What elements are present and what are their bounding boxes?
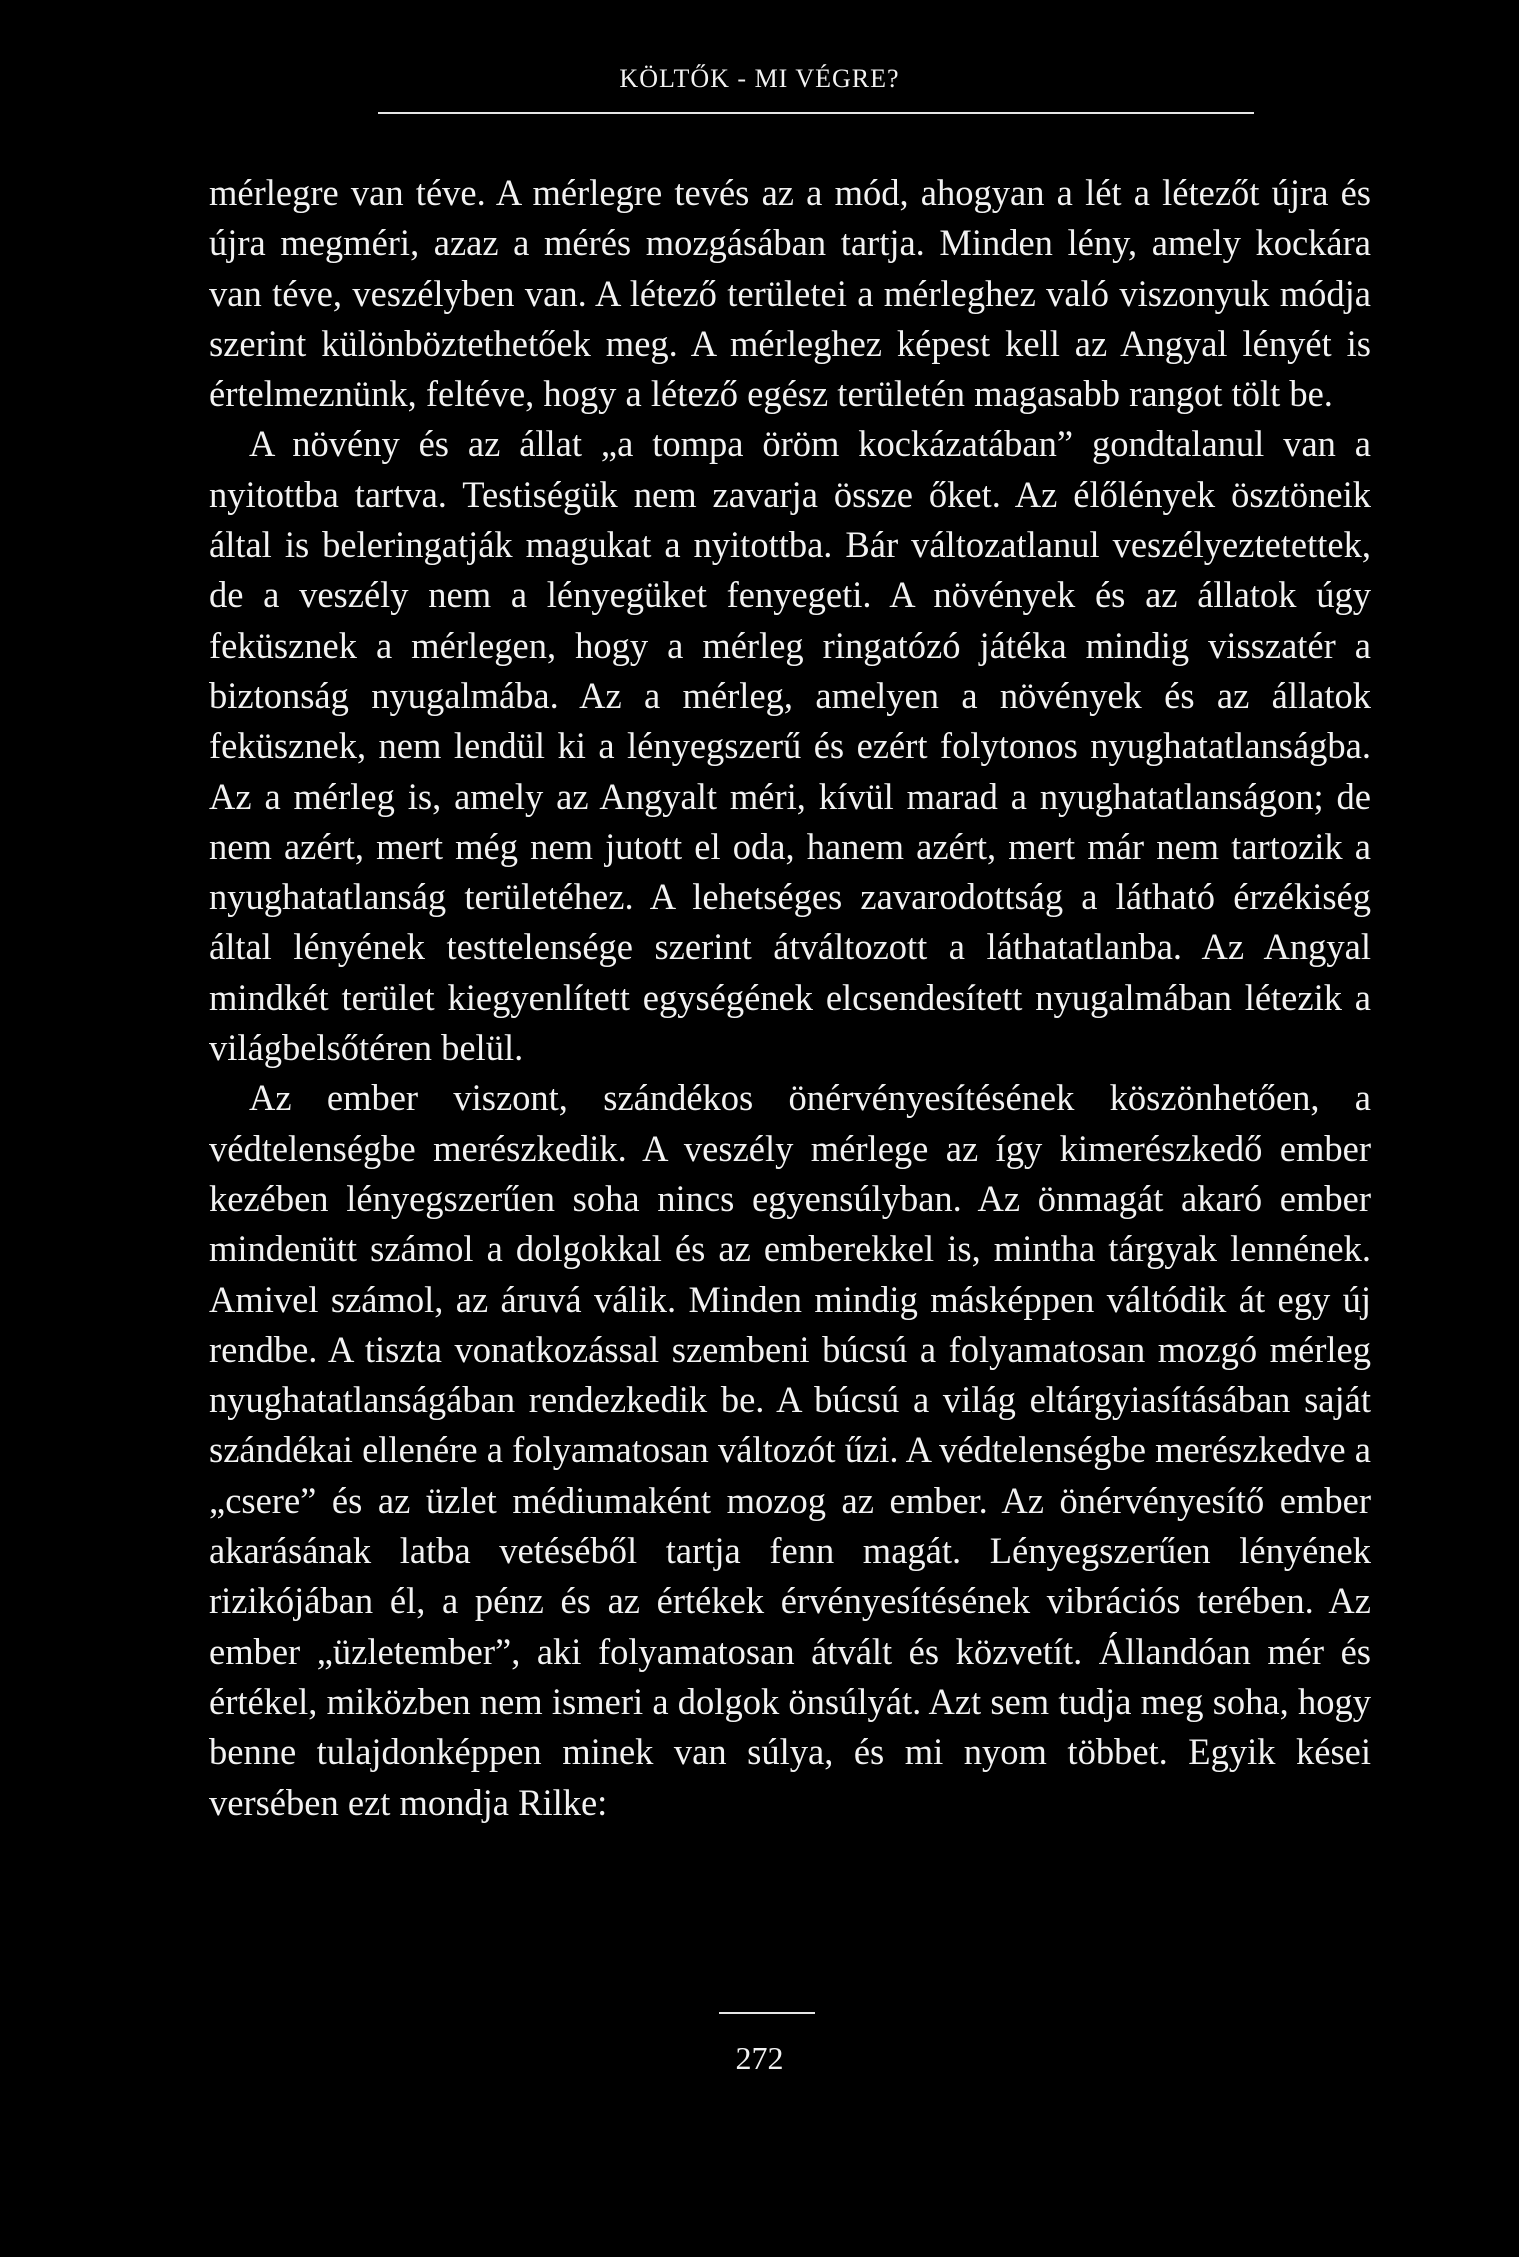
body-text	[209, 168, 1371, 1828]
paragraph-3: Az ember viszont, szándékos önérvényesítésének köszönhetően, a védtelenségbe merészkedik. A veszély mérlege az így kimerészkedő ember kezében lényegszerűen soha nincs egyensúlyban. Az önmagát akaró ember mindenütt számol a dolgokkal és az emberekkel is, mintha tárgyak lennének. Amivel számol, az áruvá válik. Minden mindig másképpen váltódik át egy új rendbe. A tiszta vonatkozással szembeni búcsú a folyamatosan mozgó mérleg nyughatatlanságában rendezkedik be. A búcsú a világ eltárgyiasításában saját szándékai ellenére a folyamatosan változót űzi. A védtelenségbe merészkedve a „csere” és az üzlet médiumaként mozog az ember. Az önérvényesítő ember akarásának latba vetéséből tartja fenn magát. Lényegszerűen lényének rizikójában él, a pénz és az értékek érvényesítésének vibrációs terében. Az ember „üzletember”, aki folyamatosan átvált és közvetít. Állandóan mér és értékel, miközben nem ismeri a dolgok önsúlyát. Azt sem tudja meg soha, hogy benne tulajdonképpen minek van súlya, és mi nyom többet. Egyik kései versében ezt mondja Rilke:	[209, 1077, 1371, 1823]
header-rule	[378, 112, 1254, 114]
running-head-title: KÖLTŐK - MI VÉGRE?	[619, 64, 900, 93]
footer-rule	[719, 2012, 815, 2014]
page-number: 272	[735, 2040, 784, 2076]
paragraph-1: mérlegre van téve. A mérlegre tevés az a mód, ahogyan a lét a létezőt újra és újra megméri, azaz a mérés mozgásában tartja. Minden lény, amely kockára van téve, veszélyben van. A létező területei a mérleghez való viszonyuk módja szerint különböztethetőek meg. A mérleghez képest kell az Angyal lényét is értelmeznünk, feltéve, hogy a létező egész területén magasabb rangot tölt be.	[209, 172, 1371, 415]
paragraph-2: A növény és az állat „a tompa öröm kockázatában” gondtalanul van a nyitottba tartva. Testiségük nem zavarja össze őket. Az élőlények ösztöneik által is beleringatják magukat a nyitottba. Bár változatlanul veszélyeztetettek, de a veszély nem a lényegüket fenyegeti. A növények és az állatok úgy feküsznek a mérlegen, hogy a mérleg ringatózó játéka mindig visszatér a biztonság nyugalmába. Az a mérleg, amelyen a növények és az állatok feküsznek, nem lendül ki a lényegszerű és ezért folytonos nyughatatlanságba. Az a mérleg is, amely az Angyalt méri, kívül marad a nyughatatlanságon; de nem azért, mert még nem jutott el oda, hanem azért, mert már nem tartozik a nyughatatlanság területéhez. A lehetséges zavarodottság a látható érzékiség által lényének testtelensége szerint átváltozott a láthatatlanba. Az Angyal mindkét terület kiegyenlített egységének elcsendesített nyugalmában létezik a világbelsőtéren belül.	[209, 423, 1371, 1069]
